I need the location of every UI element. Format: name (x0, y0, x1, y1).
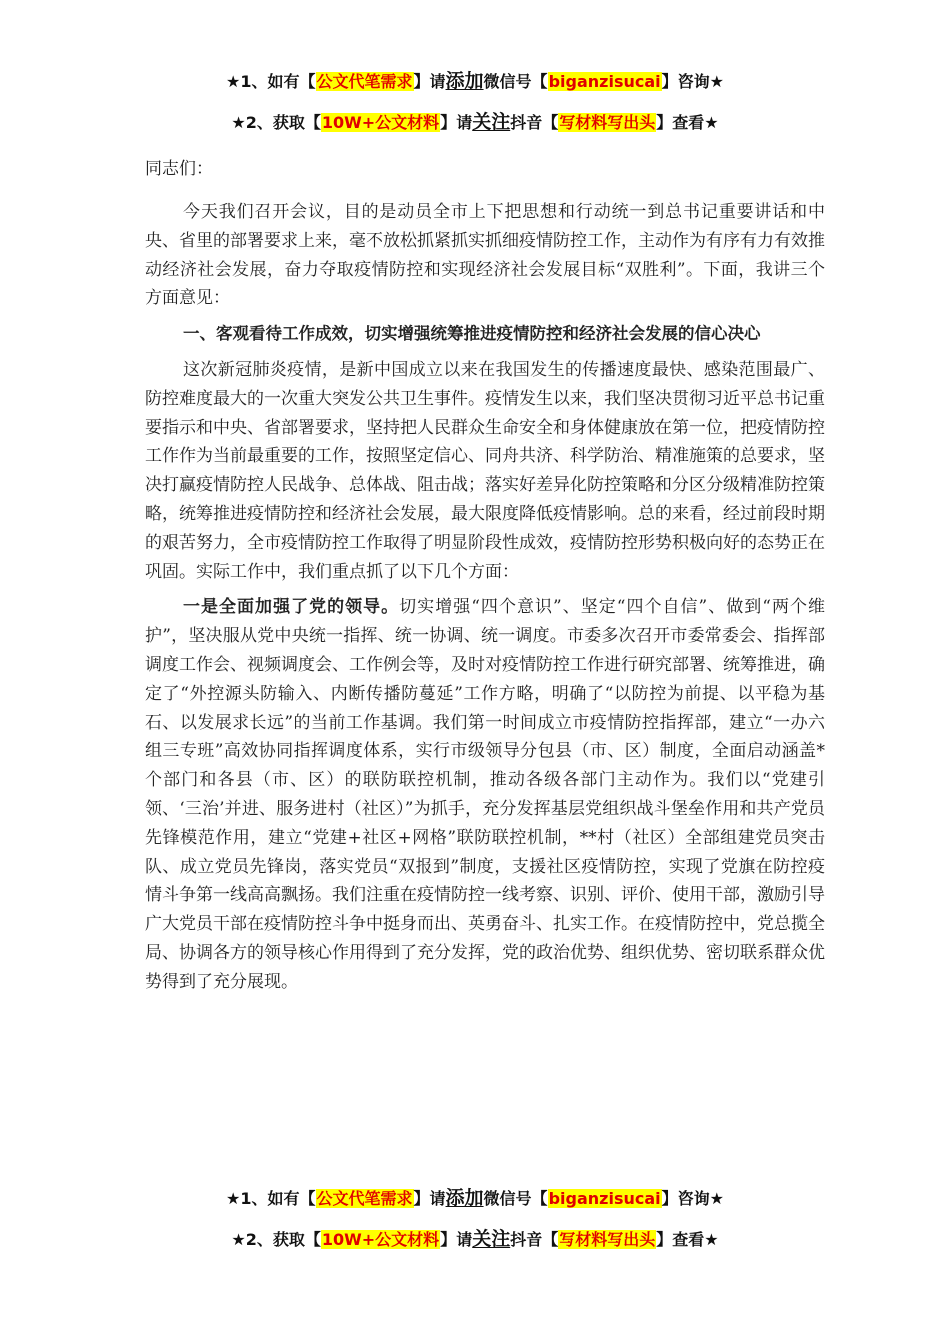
paragraph-body: 切实增强“四个意识”、坚定“四个自信”、做到“两个维护”，坚决服从党中央统一指挥、统一协调、统一调度。市委多次召开市委常委会、指挥部调度工作会、视频调度会、工作例会等，及时对疫情防控工作进行研究部署、统筹推进，确定了“外控源头防输入、内断传播防蔓延”工作方略，明确了“以防控为前提、以平稳为基石、以发展求长远”的当前工作基调。我们第一时间成立市疫情防控指挥部，建立“一办六组三专班”高效协同指挥调度体系，实行市级领导分包县（市、区）制度，全面启动涵盖*个部门和各县（市、区）的联防联控机制，推动各级各部门主动作为。我们以“党建引领、‘三治’并进、服务进村（社区）”为抓手，充分发挥基层党组织战斗堡垒作用和共产党员先锋模范作用，建立“党建+社区+网格”联防联控机制，**村（社区）全部组建党员突击队、成立党员先锋岗，落实党员“双报到”制度，支援社区疫情防控，实现了党旗在防控疫情斗争第一线高高飘扬。我们注重在疫情防控一线考察、识别、评价、使用干部，激励引导广大党员干部在疫情防控斗争中挺身而出、英勇奋斗、扎实工作。在疫情防控中，党总揽全局、协调各方的领导核心作用得到了充分发挥，党的政治优势、组织优势、密切联系群众优势得到了充分展现。 (145, 597, 825, 992)
document-body (145, 155, 825, 1004)
banner-text: 】请 (440, 113, 473, 132)
top-banner-line-2 (0, 111, 950, 134)
banner-text: ★1、如有【 (226, 1189, 316, 1208)
banner-text: 】查看★ (656, 113, 719, 132)
top-banner-line-1 (0, 70, 950, 93)
banner-text: ★1、如有【 (226, 72, 316, 91)
banner-text: 】查看★ (656, 1230, 719, 1249)
body-paragraph-2 (145, 593, 825, 996)
banner-text: ★2、获取【 (231, 1230, 321, 1249)
section-heading-1: 一、客观看待工作成效，切实增强统筹推进疫情防控和经济社会发展的信心决心 (183, 324, 761, 344)
intro-paragraph: 今天我们召开会议，目的是动员全市上下把思想和行动统一到总书记重要讲话和中央、省里的部署要求上来，毫不放松抓紧抓实抓细疫情防控工作，主动作为有序有力有效推动经济社会发展，奋力夺取疫情防控和实现经济社会发展目标“双胜利”。下面，我讲三个方面意见： (145, 202, 825, 309)
banner-emphasis: 关注 (472, 1228, 511, 1250)
wechat-id-highlight: biganzisucai (548, 72, 661, 91)
banner-highlight: 公文代笔需求 (316, 1189, 413, 1208)
banner-text: ★2、获取【 (231, 113, 321, 132)
banner-emphasis: 添加 (445, 1187, 484, 1209)
wechat-id-highlight: biganzisucai (548, 1189, 661, 1208)
banner-text: 】请 (413, 72, 446, 91)
bottom-banner-line-2 (0, 1228, 950, 1251)
banner-highlight: 10W+公文材料 (321, 1230, 440, 1249)
banner-emphasis: 关注 (472, 111, 511, 133)
banner-text: 】请 (413, 1189, 446, 1208)
banner-emphasis: 添加 (445, 70, 484, 92)
banner-highlight: 10W+公文材料 (321, 113, 440, 132)
banner-highlight: 公文代笔需求 (316, 72, 413, 91)
banner-text: 微信号【 (483, 1189, 548, 1208)
banner-text: 微信号【 (483, 72, 548, 91)
body-paragraph-1: 这次新冠肺炎疫情，是新中国成立以来在我国发生的传播速度最快、感染范围最广、防控难度最大的一次重大突发公共卫生事件。疫情发生以来，我们坚决贯彻习近平总书记重要指示和中央、省部署要求，坚持把人民群众生命安全和身体健康放在第一位，把疫情防控工作作为当前最重要的工作，按照坚定信心、同舟共济、科学防治、精准施策的总要求，坚决打赢疫情防控人民战争、总体战、阻击战；落实好差异化防控策略和分区分级精准防控策略，统筹推进疫情防控和经济社会发展，最大限度降低疫情影响。总的来看，经过前段时期的艰苦努力，全市疫情防控工作取得了明显阶段性成效，疫情防控形势积极向好的态势正在巩固。实际工作中，我们重点抓了以下几个方面： (145, 359, 825, 582)
banner-text: 抖音【 (510, 1230, 559, 1249)
douyin-highlight: 写材料写出头 (559, 113, 656, 132)
banner-text: 】请 (440, 1230, 473, 1249)
douyin-highlight: 写材料写出头 (559, 1230, 656, 1249)
banner-text: 抖音【 (510, 113, 559, 132)
paragraph-lead: 一是全面加强了党的领导。 (183, 597, 400, 618)
banner-text: 】咨询★ (661, 72, 724, 91)
bottom-banner-line-1 (0, 1187, 950, 1210)
banner-text: 】咨询★ (661, 1189, 724, 1208)
salutation: 同志们： (145, 159, 213, 179)
